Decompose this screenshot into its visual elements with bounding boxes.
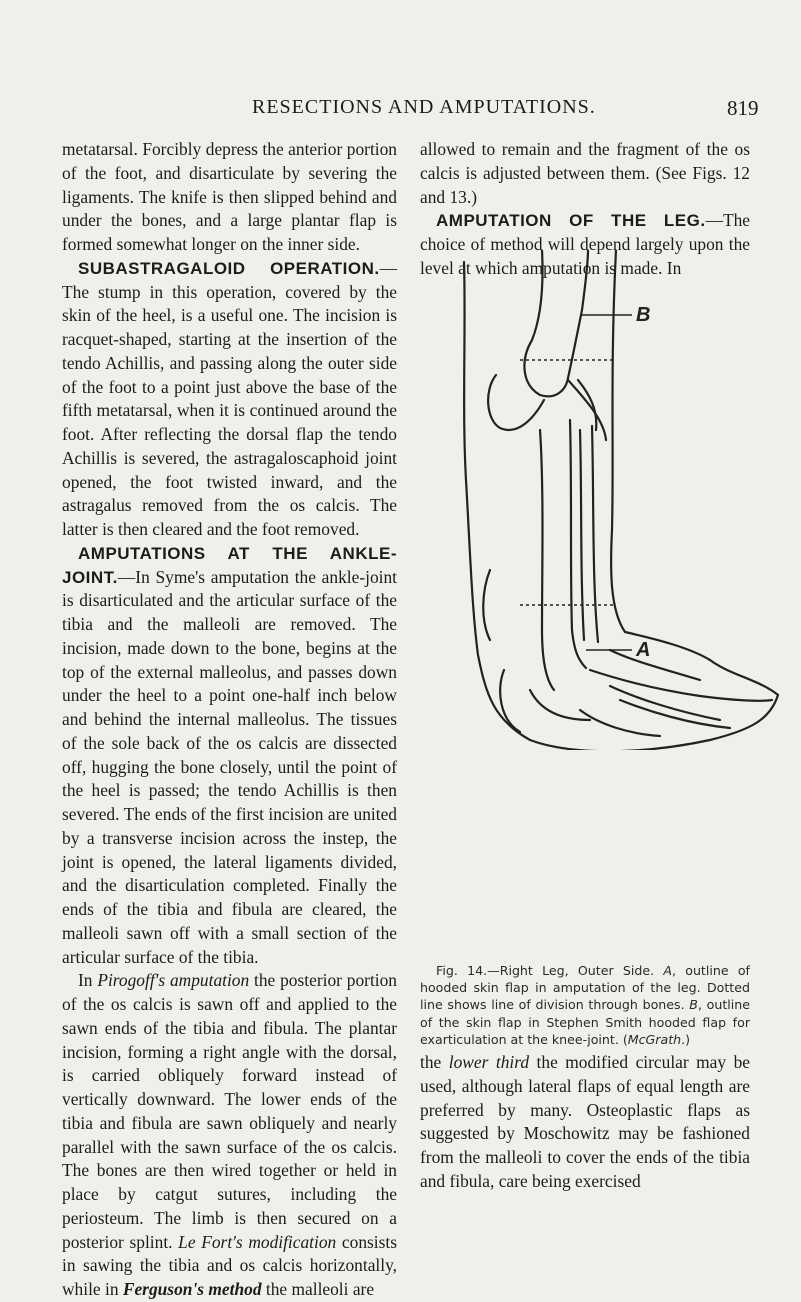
- leg-text: —The choice of method will depend largely upon the level at which amputation is made. In: [420, 210, 750, 278]
- caption-main: Fig. 14.—Right Leg, Outer Side.: [436, 963, 664, 978]
- tibia-outline: [540, 420, 586, 690]
- paragraph-subastragaloid: [62, 257, 397, 542]
- lefort-term: Le Fort's modification: [178, 1231, 337, 1252]
- paragraph-metatarsal: metatarsal. Forcibly depress the anterior portion of the foot, and disarticulate by severing the ligaments. The knife is then slipped behind and under the bones, and a large plantar flap is formed somewhat longer on the inner side.: [62, 139, 397, 254]
- ferguson-text: the malleoli are: [261, 1279, 375, 1299]
- caption-a: A: [663, 963, 672, 978]
- left-column: [62, 138, 397, 1302]
- caption-mid2: , outline of the skin flap in Stephen Smith hooded flap for exarticulation at the knee-joint. (: [420, 997, 750, 1047]
- caption-credit: McGrath: [627, 1031, 682, 1047]
- section-heading-leg: AMPUTATION OF THE LEG.: [436, 211, 706, 231]
- ankle-text: —In Syme's amputation the ankle-joint is disarticulated and the articular surface of the tibia and the malleoli are removed. The incision, made down to the bone, begins at the top of the external malleolus, and passes down under the heel to a point one-half inch below and behind the internal malleolus. The tissues of the sole back of the os calcis are dissected off, hugging the bone closely, until the point of the heel is passed; the tendo Achillis is then severed. The ends of the first incision are united by a transverse incision across the instep, the joint is opened, the lateral ligaments divided, and the disarticulation completed. Finally the ends of the tibia and fibula are cleared, the malleoli sawn off with a small section of the articular surface of the tibia.: [62, 566, 397, 967]
- leg-outline: [464, 250, 778, 750]
- pirogoff-text: the posterior portion of the os calcis is sawn off and applied to the sawn ends of the tibia and fibula. The plantar incision, forming a right angle with the dorsal, is carried obliquely forward instead of vertically downward. The lower ends of the tibia and fibula are sawn obliquely and nearly parallel with the sawn surface of the os calcis. The bones are then wired together or held in place by catgut sutures, including the periosteum. The limb is then secured on a posterior splint.: [62, 970, 397, 1252]
- paragraph-ankle-joint: [62, 542, 397, 970]
- flap-a-outline: [483, 380, 596, 640]
- caption-b: B: [689, 997, 698, 1013]
- page-header: [0, 96, 801, 126]
- femur-outline: [524, 250, 588, 396]
- figure-label-b: B: [636, 304, 651, 326]
- pirogoff-term: Pirogoff's amputation: [97, 970, 250, 991]
- section-heading-ankle: AMPUTATIONS AT THE ANKLE-JOINT.: [62, 543, 397, 587]
- running-head: RESECTIONS AND AMPUTATIONS.: [252, 96, 596, 118]
- subastragaloid-text: —The stump in this operation, covered by the skin of the heel, is a useful one. The incision is racquet-shaped, starting at the insertion of the tendo Achillis, and passing along the outer side of the foot to a point just above the base of the fifth metatarsal, when it is continued around the foot. After reflecting the dorsal flap the tendo Achillis is severed, the astragaloscaphoid joint opened, the foot twisted inward, and the astragalus removed from the os calcis. The latter is then cleared and the foot removed.: [62, 257, 397, 539]
- pirogoff-prefix: In: [78, 970, 98, 991]
- paragraph-lower-third: [420, 1051, 750, 1194]
- section-heading-subastragaloid: SUBASTRAGALOID OPERATION.: [78, 258, 380, 278]
- caption-text: [420, 962, 750, 1048]
- page-number: 819: [727, 96, 759, 120]
- paragraph-os-calcis: allowed to remain and the fragment of the os calcis is adjusted between them. (See Figs. 12 and 13.): [420, 139, 750, 207]
- lefort-text: consists in sawing the tibia and os calcis horizontally, while in: [62, 1231, 397, 1299]
- right-column-bottom: [420, 1051, 750, 1194]
- fibula-outline: [580, 426, 598, 642]
- knee-outline: [488, 375, 606, 440]
- figure-caption: [420, 962, 750, 1048]
- heel-outline: [500, 670, 520, 732]
- figure-label-a: A: [636, 639, 651, 661]
- paragraph-pirogoff: [62, 969, 397, 1302]
- caption-mid1: , outline of hooded skin flap in amputation of the leg. Dotted line shows line of division through bones.: [420, 963, 750, 1013]
- caption-end: .): [681, 1031, 691, 1047]
- lower-third-term: lower third: [448, 1052, 530, 1072]
- bottom-prefix: the: [420, 1052, 449, 1072]
- foot-bones: [530, 670, 772, 736]
- bottom-text: the modified circular may be used, although lateral flaps of equal length are preferred by many. Osteoplastic flaps as suggested by Moschowitz may be fashioned from the malleoli to cover the ends of the tibia and fibula, care being exercised: [420, 1052, 751, 1191]
- leg-amputation-figure: [460, 250, 780, 750]
- ferguson-term: Ferguson's method: [122, 1279, 262, 1299]
